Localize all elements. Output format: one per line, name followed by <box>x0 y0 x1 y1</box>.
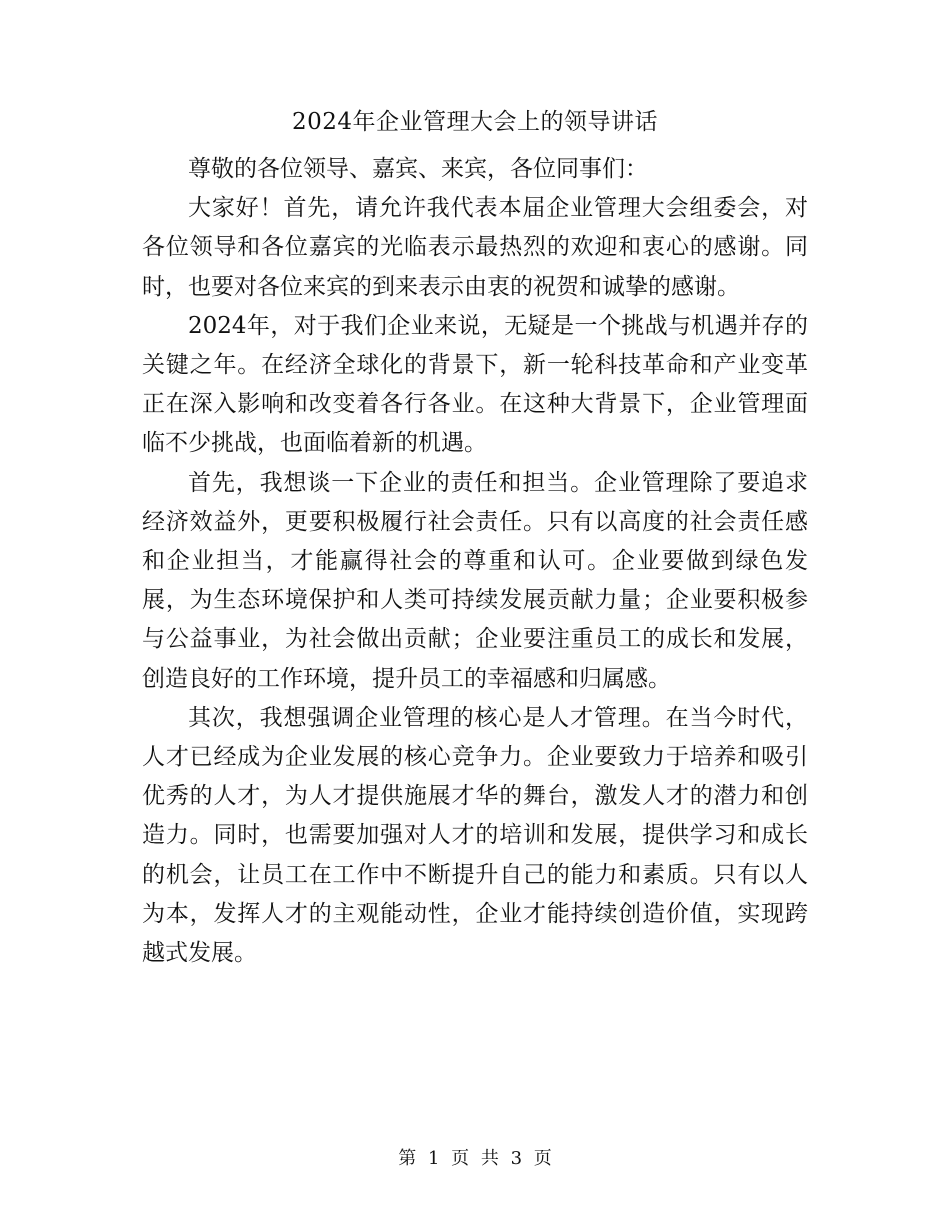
document-body <box>142 150 808 973</box>
page-footer: 第 1 页 共 3 页 <box>398 1148 552 1169</box>
responsibility-paragraph: 首先，我想谈一下企业的责任和担当。企业管理除了要追求经济效益外，更要积极履行社会责任。只有以高度的社会责任感和企业担当，才能赢得社会的尊重和认可。企业要做到绿色发展，为生态环境保护和人类可持续发展贡献力量；企业要积极参与公益事业，为社会做出贡献；企业要注重员工的成长和发展，创造良好的工作环境，提升员工的幸福感和归属感。 <box>142 469 808 692</box>
welcome-paragraph: 大家好！首先，请允许我代表本届企业管理大会组委会，对各位领导和各位嘉宾的光临表示最热烈的欢迎和衷心的感谢。同时，也要对各位来宾的到来表示由衷的祝贺和诚挚的感谢。 <box>142 195 808 300</box>
document-title: 2024年企业管理大会上的领导讲话 <box>291 109 659 135</box>
context-paragraph: 2024年，对于我们企业来说，无疑是一个挑战与机遇并存的关键之年。在经济全球化的背景下，新一轮科技革命和产业变革正在深入影响和改变着各行各业。在这种大背景下，企业管理面临不少挑战，也面临着新的机遇。 <box>142 312 808 457</box>
salutation-paragraph: 尊敬的各位领导、嘉宾、来宾，各位同事们： <box>188 156 648 182</box>
talent-paragraph: 其次，我想强调企业管理的核心是人才管理。在当今时代，人才已经成为企业发展的核心竞争力。企业要致力于培养和吸引优秀的人才，为人才提供施展才华的舞台，激发人才的潜力和创造力。同时，也需要加强对人才的培训和发展，提供学习和成长的机会，让员工在工作中不断提升自己的能力和素质。只有以人为本，发挥人才的主观能动性，企业才能持续创造价值，实现跨越式发展。 <box>142 704 808 967</box>
